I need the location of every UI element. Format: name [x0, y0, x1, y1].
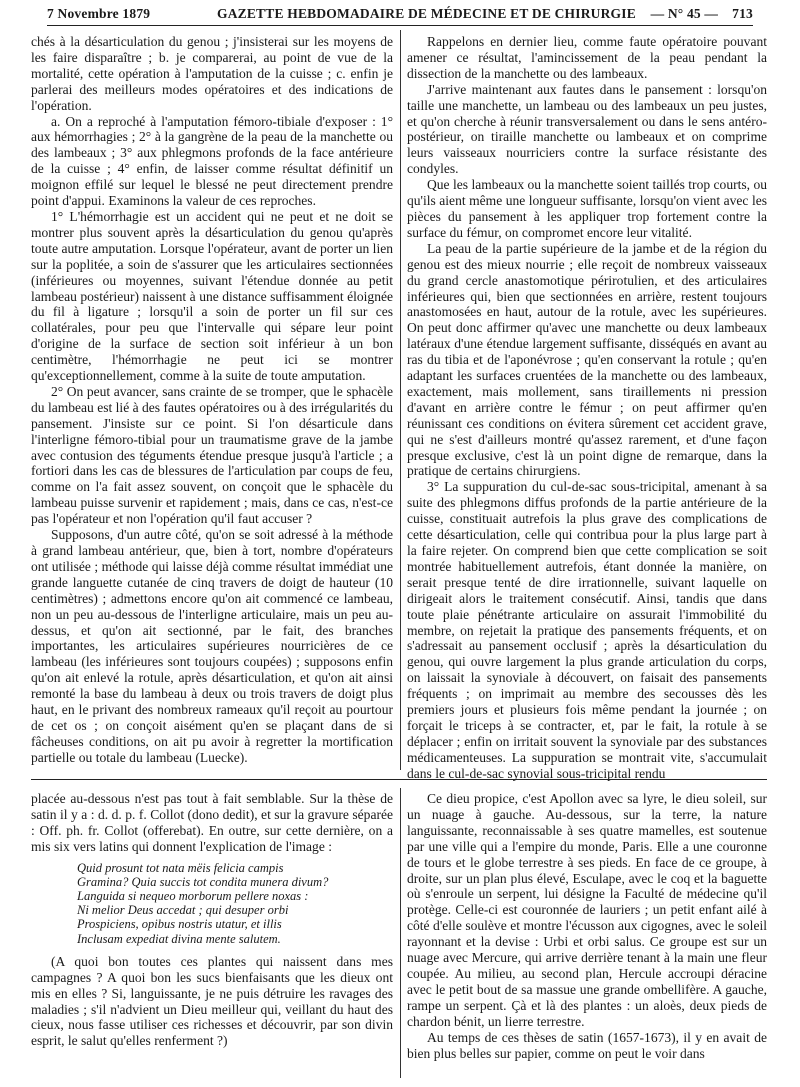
column-divider — [400, 788, 401, 1078]
header-page-number: 713 — [732, 6, 753, 21]
column-top-left — [31, 34, 393, 766]
paragraph: 1° L'hémorrhagie est un accident qui ne peut et ne doit se montrer plus souvent après la désarticulation du genou qu'après toute autre amputation. Lorsque l'opérateur, avant de porter un lien sur la poplitée, a soin de s'assurer que les articulaires sectionnées (inférieures ou moyennes, suivant l'étendue donnée au petit lambeau postérieur) naissent à une distance suffisamment éloignée du fil à ligature ; lorsqu'il a soin de porter un fil sur ces collatérales, pour peu que l'intervalle qui sépare leur point d'origine de la surface de section soit inférieur à un bon centimètre, l'hémorrhagie ne peut ici se montrer qu'exceptionnellement, comme à la suite de toute amputation. — [31, 208, 393, 384]
paragraph: 2° On peut avancer, sans crainte de se tromper, que le sphacèle du lambeau est lié à des fautes opératoires ou à des irrégularités du pansement. J'insiste sur ce point. Si l'on désarticule dans l'interligne fémoro-tibial pour un traumatisme grave de la jambe avec contusion des téguments étendue presque jusqu'à l'article ; a fortiori dans les cas de blessures de l'articulation par coups de feu, comme on l'a fait assez souvent, on conçoit que le sphacèle du lambeau puisse survenir et rapidement ; mais, dans ce cas, n'est-ce pas l'opérateur et non l'opération qu'il faut accuser ? — [31, 383, 393, 527]
section-divider — [31, 779, 767, 780]
paragraph: placée au-dessous n'est pas tout à fait semblable. Sur la thèse de satin il y a : d. d. p. f. Collot (dono dedit), et sur la gravure séparée : Off. ph. fr. Collot (offerebat). En outre, sur cette dernière, on a mis six vers latins qui donnent l'explication de l'image : — [31, 791, 393, 854]
paragraph: a. On a reproché à l'amputation fémoro-tibiale d'exposer : 1° aux hémorrhagies ; 2° à la gangrène de la peau de la manchette ou des lambeaux ; 3° aux phlegmons profonds de la face antérieure de la cuisse ; 4° enfin, de laisser comme résultat définitif un moignon effilé sur lequel le blessé ne peut directement prendre point d'appui. Examinons la valeur de ces reproches. — [31, 113, 393, 209]
paragraph: Rappelons en dernier lieu, comme faute opératoire pouvant amener ce résultat, l'amincissement de la peau pendant la dissection de la manchette ou des lambeaux. — [407, 34, 767, 81]
latin-verse — [77, 861, 393, 946]
verse-line: Gramina? Quia succis tot condita munera divum? — [77, 874, 329, 889]
column-bottom-right — [407, 791, 767, 1061]
verse-line: Languida si nequeo morborum pellere noxas : — [77, 889, 309, 904]
paragraph: La peau de la partie supérieure de la jambe et de la région du genou est des mieux nourrie ; elle reçoit de nombreux vaisseaux du grand cercle anastomotique périrotulien, et des articulaires inférieures qui, bien que sectionnées en arrière, restent toujours anastomosées en haut, autour de la rotule, avec les supérieures. On peut donc affirmer qu'avec une manchette ou deux lambeaux latéraux d'une étendue largement suffisante, disséqués en avant au ras du tibia et de l'aponévrose ; qu'en conservant la rotule ; qu'en adaptant les surfaces cruentées de la manchette ou des lambeaux, exactement, mais mollement, sans tiraillements ni pression d'avant en arrière contre le fémur ; on peut affirmer qu'en réunissant ces conditions on évitera sûrement cet accident grave, qui ne s'est d'ailleurs montré qu'assez rarement, et d'une façon presque exclusive, c'est là un point digne de remarque, dans la pratique de certains chirurgiens. — [407, 240, 767, 479]
paragraph: J'arrive maintenant aux fautes dans le pansement : lorsqu'on taille une manchette, un lambeau ou des lambeaux un peu justes, et qu'on cherche à réunir transversalement ou dans le sens antéro-postérieur, on tiraille manchette ou lambeaux et on comprime leurs vaisseaux nourriciers contre la surface résistante des condyles. — [407, 81, 767, 177]
verse-line: Prospiciens, opibus nostris utatur, et illis — [77, 917, 282, 932]
column-divider — [400, 30, 401, 770]
verse-line: Quid prosunt tot nata mëis felicia campis — [77, 860, 284, 875]
running-header — [47, 6, 753, 26]
paragraph: Ce dieu propice, c'est Apollon avec sa lyre, le dieu soleil, sur un nuage à gauche. Au-dessous, sur la terre, la nature languissante, reconnaissable à ses quatre mamelles, est soutenue par une ville qui a l'empire du monde, Paris. Elle a une couronne de tours et le globe terrestre à ses pieds. En face de ce groupe, à droite, sur un plan plus élevé, Esculape, avec le coq et la baguette où s'enroule un serpent, lui désigne la Faculté de médecine qu'il protège. Celle-ci est couronnée de lauriers ; un petit enfant ailé à côté d'elle soulève et montre l'écusson aux cigognes, avec le soleil rayonnant et la devise : Urbi et orbi salus. Ce groupe est sur un nuage avec Mercure, qui arrive derrière tenant à la main une fleur coupée. Au milieu, au second plan, Hercule accroupi déracine avec le petit bout de sa massue une grande ombellifère. A gauche, rampe un serpent. Çà et là des plantes : un aloès, deux pieds de chardon bénit, un lierre terrestre. — [407, 791, 767, 1029]
header-issue: — N° 45 — — [650, 6, 719, 21]
verse-line: Ni melior Deus accedat ; qui desuper orbi — [77, 903, 289, 918]
verse-line: Inclusam expediat divina mente salutem. — [77, 931, 281, 946]
header-date: 7 Novembre 1879 — [47, 6, 151, 21]
paragraph: Que les lambeaux ou la manchette soient taillés trop courts, ou qu'ils aient même une longueur suffisante, lorsqu'on vient avec les pièces du pansement à les appliquer trop fortement contre la surface du fémur, on compromet encore leur vitalité. — [407, 177, 767, 240]
paragraph: 3° La suppuration du cul-de-sac sous-tricipital, amenant à sa suite des phlegmons diffus profonds de la partie antérieure de la cuisse, constituait autrefois la plus grave des complications de cette désarticulation, celle qui contribua pour la plus large part à la faire rejeter. On comprend bien que cette complication se soit montrée habituellement autrefois, étant donnée la manière, on serait presque tenté de dire irrationnelle, suivant laquelle on dirigeait alors le traitement consécutif. Ainsi, tandis que dans toute plaie pénétrante articulaire on assurait l'immobilité du membre, on rejetait la pratique des pansements fréquents, et on s'adressait au pansement occlusif ; après la désarticulation du genou, qui ouvre largement la plus grande articulation du corps, on laissait la synoviale à découvert, on faisait des pansements fréquents ; on imprimait au membre des secousses dès les premiers jours et plusieurs fois même pendant la journée ; on forçait le triceps à se contracter, et, par le fait, la rotule à se déplacer ; enfin on irritait souvent la synoviale par des substances médicamenteuses. La suppuration se montrait vite, s'accumulait dans le cul-de-sac synovial sous-tricipital rendu — [407, 479, 767, 781]
header-journal-title: GAZETTE HEBDOMADAIRE DE MÉDECINE ET DE CHIRURGIE — [217, 6, 636, 21]
paragraph: chés à la désarticulation du genou ; j'insisterai sur les moyens de les faire disparaître ; b. je comparerai, au point de vue de la mortalité, cette opération à l'amputation de la cuisse ; c. enfin je parlerai des meilleurs modes opératoires et des indications de l'opération. — [31, 34, 393, 113]
header-right — [637, 6, 753, 22]
paragraph: Supposons, d'un autre côté, qu'on se soit adressé à la méthode à grand lambeau antérieur, que, bien à tort, nombre d'opérateurs ont utilisée ; méthode qui laisse déjà comme résultat immédiat une grande languette cutanée de cinq travers de doigt de hauteur (10 centimètres) ; admettons encore qu'on ait commencé ce lambeau, non un peu au-dessous de l'interligne articulaire, mais un peu au-dessus, et qu'on ait sectionné, par le fait, des branches importantes, les articulaires supérieures nourricières de ce lambeau (les inférieures sont toujours coupées) ; supposons enfin qu'on ait enlevé la rotule, après désarticulation, et qu'on ait ainsi remonté la base du lambeau à deux ou trois travers de doigt plus haut, en le privant des nombreux rameaux qu'il reçoit au pourtour de cet os ; on conçoit aisément qu'en se plaçant dans de si fâcheuses conditions, on ait pu avoir à regretter la mortification partielle ou totale du lambeau (Luecke). — [31, 527, 393, 765]
header-rule — [47, 25, 753, 26]
paragraph: Au temps de ces thèses de satin (1657-1673), il y en avait de bien plus belles sur papier, comme on peut le voir dans — [407, 1029, 767, 1061]
paragraph: (A quoi bon toutes ces plantes qui naissent dans mes campagnes ? A quoi bon les sucs bienfaisants que les dieux ont mis en elles ? Si, languissante, je ne puis détruire les ravages des maladies ; s'il n'advient un Dieu meilleur qui, veillant du haut des cieux, nous fasse utiliser ces richesses et découvrir, par son divin esprit, le salut qu'elles renferment ?) — [31, 953, 393, 1049]
column-bottom-left — [31, 791, 393, 1049]
column-top-right — [407, 34, 767, 782]
